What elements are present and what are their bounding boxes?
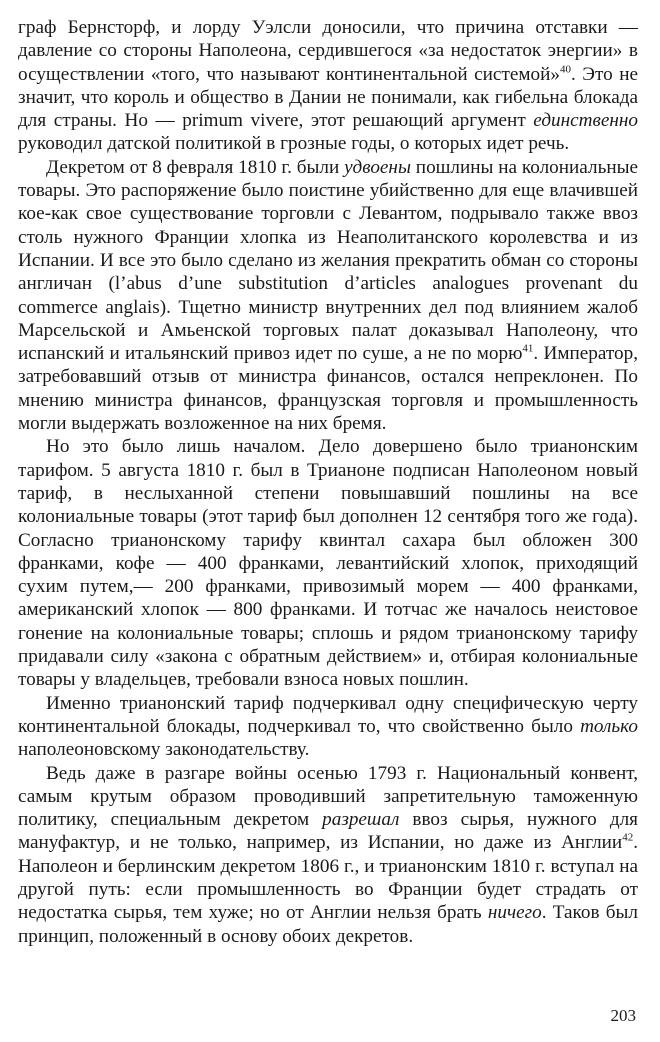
- text-segment: пошлины на колониальные товары. Это распоряжение было поистине убийственно для еще влачившей кое-как свое существование торговли с Левантом, подрывало также ввоз столь нужного Франции хлопка из Неаполитанского королевства и из Испании. И все это было сделано из желания прекратить обман со стороны англичан (l’abus d’une substitution d’articles analogues provenant du commerce anglais). Тщетно министр внутренних дел под влиянием жалоб Марсельской и Амьенской торговых палат доказывал Наполеону, что испанский и итальянский привоз идет по суше, а не по морю: [18, 156, 638, 365]
- text-segment: . Таков был принцип, положенный в основу обоих декретов.: [18, 902, 638, 947]
- paragraph: [18, 435, 638, 691]
- text-segment: . Наполеон и берлинским декретом 1806 г., и трианонским 1810 г. вступал на другой путь: если промышленность во Франции будет страдать от недостатка сырья, тем хуже; но от Англии нельзя брать: [18, 832, 638, 924]
- paragraph: [18, 692, 638, 762]
- text-segment: граф Бернсторф, и лорду Уэлсли доносили, что причина отставки — давление со стороны Наполеона, сердившегося «за недостаток энергии» в осуществлении «того, что называют континентальной системой»: [18, 17, 638, 85]
- text-segment: наполеоновскому законодательству.: [18, 739, 310, 761]
- paragraph: [18, 762, 638, 948]
- page-body: [18, 16, 638, 948]
- text-segment: Именно трианонский тариф подчеркивал одну специфическую черту континентальной блокады, подчеркивал то, что свойственно было: [18, 692, 638, 737]
- text-segment: Но это было лишь началом. Дело довершено было трианонским тарифом. 5 августа 1810 г. был в Трианоне подписан Наполеоном новый тариф, в неслыханной степени повышавший пошлины на все колониальные товары (этот тариф был дополнен 12 сентября того же года). Согласно трианонскому тарифу квинтал сахара был обложен 300 франками, кофе — 400 франками, левантийский хлопок, приходящий сухим путем,— 200 франками, привозимый морем — 400 франками, американский хлопок — 800 франками. И тотчас же началось неистовое гонение на колониальные товары; сплошь и рядом трианонскому тарифу придавали силу «закона с обратным действием» и, отбирая колониальные товары у владельцев, требовали взноса новых пошлин.: [18, 436, 638, 691]
- emphasis-text: разрешал: [322, 809, 400, 831]
- footnote-ref: 42: [622, 832, 634, 844]
- footnote-ref: 40: [559, 63, 571, 76]
- text-segment: Декретом от 8 февраля 1810 г. были: [46, 156, 345, 178]
- paragraph: [18, 156, 638, 436]
- paragraph: [18, 16, 638, 156]
- emphasis-text: только: [580, 715, 638, 737]
- text-segment: ввоз сырья, нужного для мануфактур, и не только, например, из Испании, но даже из Англии: [18, 809, 638, 854]
- page-number: 203: [610, 1006, 636, 1025]
- emphasis-text: удвоены: [344, 156, 411, 178]
- emphasis-text: единственно: [533, 110, 638, 132]
- text-segment: . Это не значит, что король и общество в Дании не понимали, как гибельна блокада для страны. Но — primum vivere, этот решающий аргумент: [18, 63, 638, 132]
- footnote-ref: 41: [522, 342, 534, 355]
- text-segment: Ведь даже в разгаре войны осенью 1793 г. Национальный конвент, самым крутым образом проводивший запретительную таможенную политику, специальным декретом: [18, 762, 638, 831]
- text-segment: руководил датской политикой в грозные годы, о которых идет речь.: [18, 133, 570, 155]
- emphasis-text: ничего: [487, 902, 542, 924]
- text-segment: . Император, затребовавший отзыв от министра финансов, остался непреклонен. По мнению министра финансов, французская торговля и промышленность могли выдержать возложенное на них бремя.: [18, 343, 638, 435]
